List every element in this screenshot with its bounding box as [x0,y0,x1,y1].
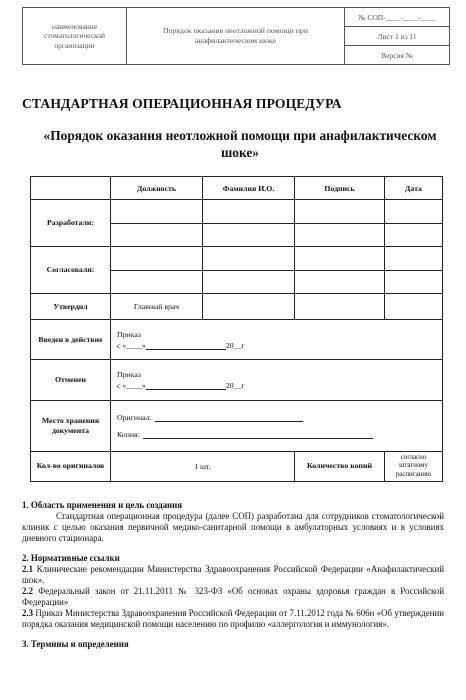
spacer [22,543,444,553]
document-subtitle: «Порядок оказания неотложной помощи при анафилактическом шоке» [43,128,437,160]
row-label-introduced: Введен в действие [31,319,111,360]
table-cell [385,270,443,293]
table-cell [385,247,443,270]
table-cell [203,270,295,293]
originals-count: 1 шт. [111,452,295,482]
reference-3-number: 2.3 [22,607,34,618]
header-title: Порядок оказания неотложной помощи при анафилактическом шоке [127,8,345,64]
section-3-title: 3. Термины и определения [22,639,129,650]
reference-3-text: Приказ Министерства Здравоохранения Российской Федерации от 7.11.2012 года № 606н «Об утверждении порядка оказания медицинской помощи населению по профилю «аллергология и иммунология». [22,607,445,629]
section-1-text: Стандартная операционная процедура (далее СОП) разработана для сотрудников стоматологической клиник с целью оказания первичной медико-санитарной помощи в амбулаторных условиях и в условиях дневного стационара. [22,510,444,543]
header-sop-number: № СОП-____-____-____ [345,8,449,27]
document-title: СТАНДАРТНАЯ ОПЕРАЦИОННАЯ ПРОЦЕДУРА [22,96,342,111]
reference-2-text: Федеральный закон от 21.11.2011 № 323-ФЗ «Об основах охраны здоровья граждан в Российской Федерации» [22,586,444,607]
row-label-cancelled: Отменен [31,360,111,401]
col-signature: Подпись [295,177,385,200]
cancelled-order-label: Приказ [117,370,141,380]
approved-position: Главный врач [111,294,203,320]
document-header [22,7,450,65]
introduced-year: 20__г [225,340,245,350]
table-cell [111,223,203,246]
header-organization: наименование стоматологической организации [23,8,127,64]
table-header-row [31,177,443,200]
table-cell [385,294,443,320]
copies-count-label: Количество копий [295,452,385,482]
cancelled-blank [146,381,226,390]
copy-label: Копия: [117,429,140,439]
table-row [31,319,443,360]
table-row [31,200,443,223]
table-cell [295,200,385,223]
table-cell [111,247,203,270]
spacer [22,629,444,639]
table-cell [295,223,385,246]
row-label-developed: Разработали: [31,200,111,247]
reference-2 [22,586,444,608]
introduced-from: с «____» [117,340,146,350]
introduced-blank [146,341,226,350]
copy-blank [143,430,373,439]
original-blank [155,413,303,422]
table-cell [295,270,385,293]
introduced-date-line [117,341,440,350]
reference-1 [22,564,444,586]
row-label-originals: Кол-во оригиналов [31,452,111,482]
row-label-storage: Место хранения документа [31,400,111,451]
reference-3 [22,608,444,630]
table-cell [111,270,203,293]
header-meta [345,8,449,64]
cancelled-from: с «____» [117,381,146,391]
cancelled-order-cell [111,360,443,401]
introduced-order-label: Приказ [117,329,141,339]
table-cell [111,200,203,223]
table-cell [203,223,295,246]
cancelled-year: 20__г [225,381,245,391]
table-cell [203,200,295,223]
col-position: Должность [111,177,203,200]
approval-table [30,176,443,482]
original-line [117,413,440,422]
table-row [31,452,443,482]
header-sheet: Лист 1 из 11 [345,27,449,46]
section-2-title: 2. Нормативные ссылки [22,553,120,564]
col-date: Дата [385,177,443,200]
table-cell [203,294,295,320]
storage-cell [111,400,443,451]
copies-value: согласно штатному расписанию [385,452,443,482]
col-name: Фамилия И.О. [203,177,295,200]
table-cell [295,247,385,270]
table-cell [295,294,385,320]
document-body [22,500,444,650]
row-label-agreed: Согласовали: [31,247,111,294]
table-row [31,360,443,401]
reference-1-number: 2.1 [22,564,34,575]
table-cell [385,200,443,223]
copy-line [117,430,440,439]
header-version: Версия № [381,50,413,60]
table-row [31,400,443,451]
table-cell [203,247,295,270]
original-label: Оригинал: [117,412,152,422]
table-corner-cell [31,177,111,200]
table-row [31,247,443,270]
table-row [31,294,443,320]
reference-2-number: 2.2 [22,586,34,597]
cancelled-date-line [117,381,440,390]
reference-1-text: Клинические рекомендации Министерства Здравоохранения Российской Федерации «Анафилактический шок». [22,564,444,586]
section-1-title: 1. Область применения и цель создания [22,500,183,510]
introduced-order-cell [111,319,443,360]
table-cell [385,223,443,246]
row-label-approved: Утвердил [31,294,111,320]
